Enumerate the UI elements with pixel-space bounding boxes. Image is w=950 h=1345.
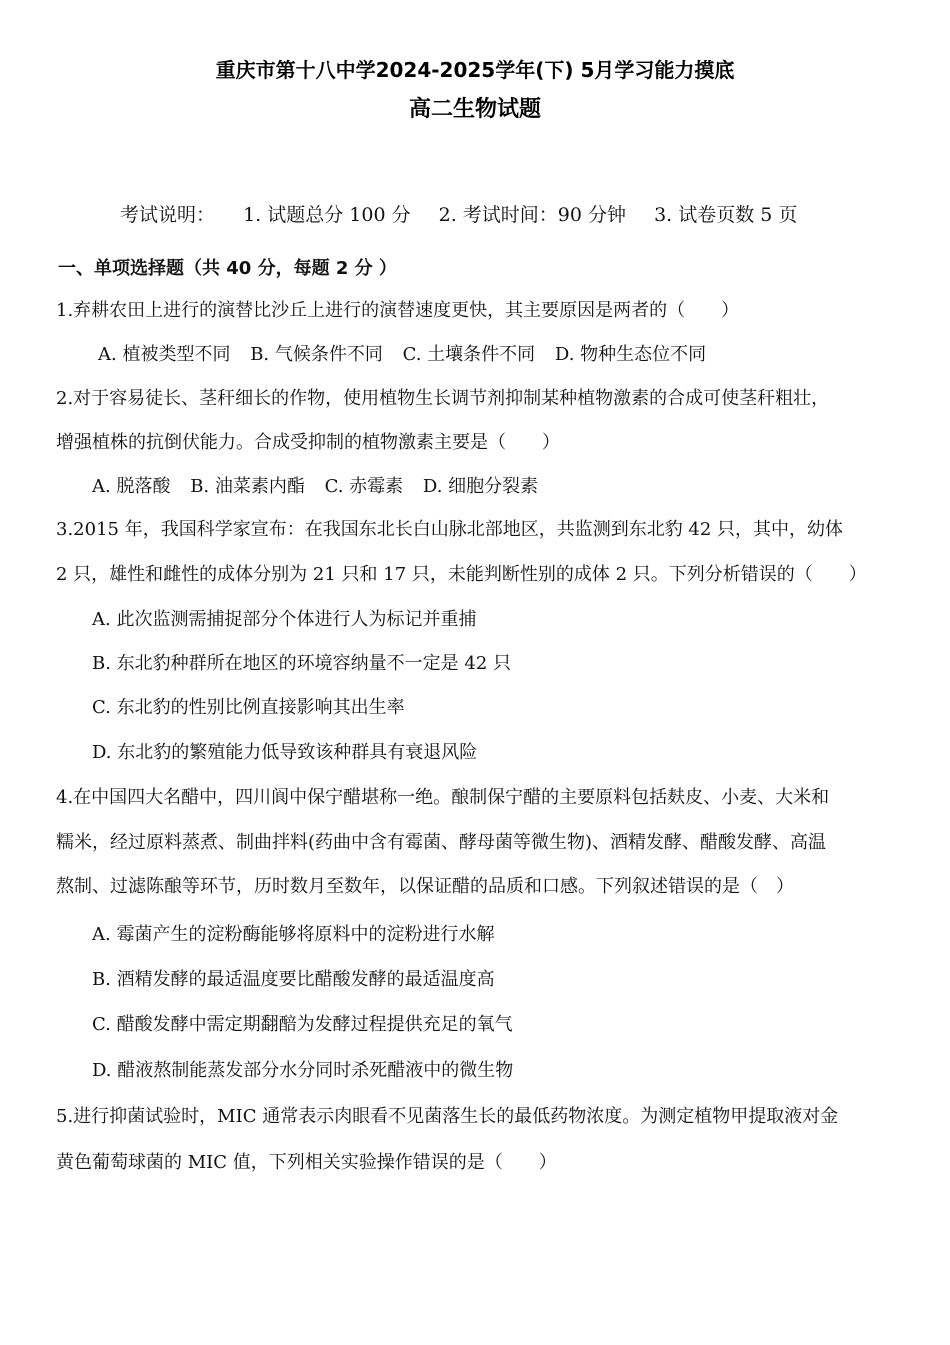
instructions-total-score: 1. 试题总分 100 分: [243, 204, 411, 226]
exam-subtitle: 高二生物试题: [408, 97, 541, 122]
instructions-time: 2. 考试时间：90 分钟: [438, 204, 627, 226]
question-3-stem-line2: 2 只，雄性和雌性的成体分别为 21 只和 17 只，未能判断性别的成体 2 只。下列分析错误的（ ）: [56, 564, 867, 585]
question-4-stem-line3: 熬制、过滤陈酿等环节，历时数月至数年，以保证醋的品质和口感。下列叙述错误的是（ ）: [56, 876, 794, 897]
option: B. 油菜素内酯: [190, 476, 305, 497]
section-heading-single-choice: 一、单项选择题（共 40 分，每题 2 分 ）: [58, 258, 397, 279]
question-4-stem-line1: 4.在中国四大名醋中，四川阆中保宁醋堪称一绝。酿制保宁醋的主要原料包括麸皮、小麦、大米和: [56, 787, 830, 808]
question-2-stem-line1: 2.对于容易徒长、茎秆细长的作物，使用植物生长调节剂抑制某种植物激素的合成可使茎秆粗壮，: [56, 388, 830, 409]
question-3-option-b: B. 东北豹种群所在地区的环境容纳量不一定是 42 只: [92, 653, 512, 674]
question-4-option-d: D. 醋液熬制能蒸发部分水分同时杀死醋液中的微生物: [92, 1060, 514, 1081]
question-3-option-a: A. 此次监测需捕捉部分个体进行人为标记并重捕: [92, 609, 477, 630]
question-3-option-d: D. 东北豹的繁殖能力低导致该种群具有衰退风险: [92, 742, 478, 763]
question-2-stem-line2: 增强植株的抗倒伏能力。合成受抑制的植物激素主要是（ ）: [56, 432, 560, 453]
option: A. 植被类型不同: [98, 344, 231, 365]
question-5-stem-line1: 5.进行抑菌试验时，MIC 通常表示肉眼看不见菌落生长的最低药物浓度。为测定植物甲提取液对金: [56, 1106, 839, 1127]
question-3-option-c: C. 东北豹的性别比例直接影响其出生率: [92, 697, 405, 718]
option: A. 脱落酸: [92, 476, 171, 497]
option: C. 赤霉素: [324, 476, 404, 497]
question-2-options: [92, 472, 552, 498]
exam-instructions: [120, 200, 819, 227]
question-4-option-a: A. 霉菌产生的淀粉酶能够将原料中的淀粉进行水解: [92, 924, 495, 945]
option: D. 物种生态位不同: [554, 344, 707, 365]
exam-title: 重庆市第十八中学2024-2025学年(下) 5月学习能力摸底: [215, 58, 735, 82]
instructions-pages: 3. 试卷页数 5 页: [654, 204, 798, 226]
option: D. 细胞分裂素: [422, 476, 539, 497]
question-4-option-c: C. 醋酸发酵中需定期翻醅为发酵过程提供充足的氧气: [92, 1014, 513, 1035]
question-4-stem-line2: 糯米，经过原料蒸煮、制曲拌料(药曲中含有霉菌、酵母菌等微生物)、酒精发酵、醋酸发酵、高温: [56, 832, 827, 853]
instructions-label: 考试说明：: [120, 204, 216, 226]
question-3-stem-line1: 3.2015 年，我国科学家宣布：在我国东北长白山脉北部地区，共监测到东北豹 42 只，其中，幼体: [56, 519, 844, 540]
question-4-option-b: B. 酒精发酵的最适温度要比醋酸发酵的最适温度高: [92, 969, 495, 990]
option: B. 气候条件不同: [250, 344, 383, 365]
question-1-options: [98, 340, 720, 366]
question-5-stem-line2: 黄色葡萄球菌的 MIC 值，下列相关实验操作错误的是（ ）: [56, 1152, 557, 1173]
question-1-stem: 1.弃耕农田上进行的演替比沙丘上进行的演替速度更快，其主要原因是两者的（ ）: [56, 300, 740, 321]
option: C. 土壤条件不同: [402, 344, 536, 365]
